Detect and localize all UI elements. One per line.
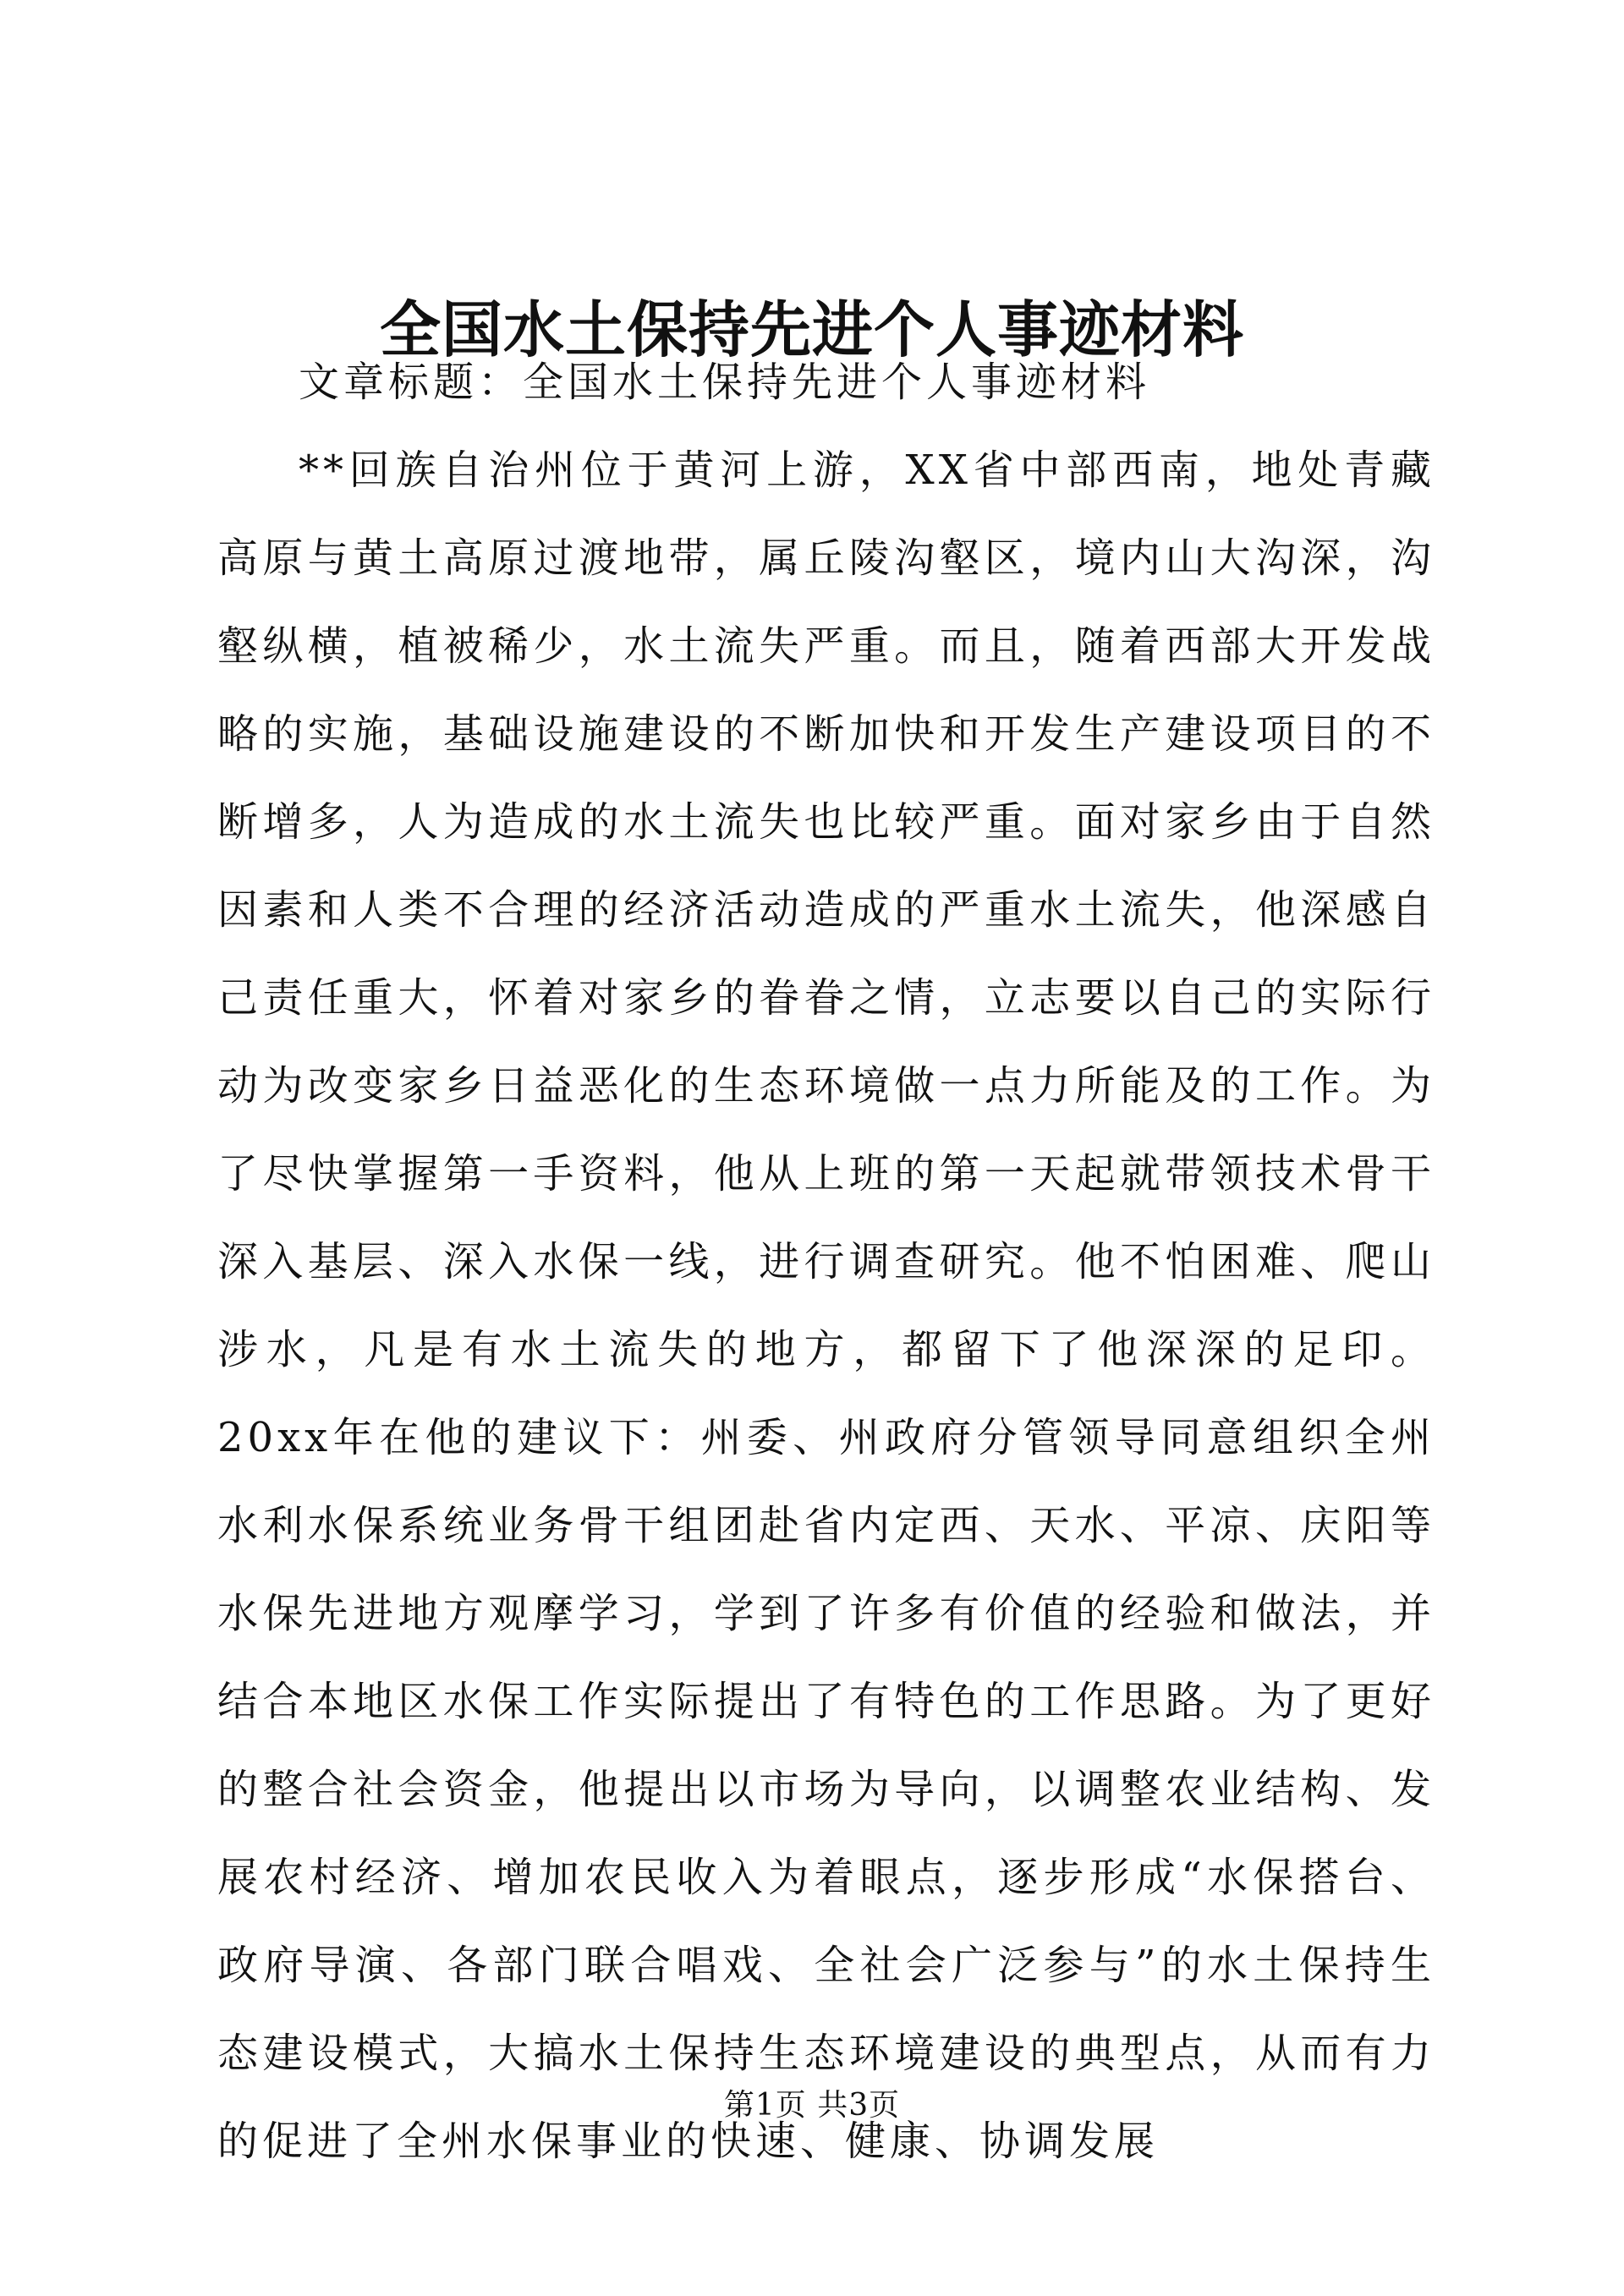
document-body xyxy=(217,338,1435,2185)
page-number-footer: 第1页 共3页 xyxy=(723,2088,901,2123)
document-title: 全国水土保持先进个人事迹材料 xyxy=(379,293,1244,365)
article-title-line: 文章标题：全国水土保持先进个人事迹材料 xyxy=(299,359,1151,406)
body-paragraph: **回族自治州位于黄河上游，XX省中部西南，地处青藏高原与黄土高原过渡地带，属丘陵沟壑区，境内山大沟深，沟壑纵横，植被稀少，水土流失严重。而且，随着西部大开发战略的实施，基础设施建设的不断加快和开发生产建设项目的不断增多，人为造成的水土流失也比较严重。面对家乡由于自然因素和人类不合理的经济活动造成的严重水土流失，他深感自己责任重大，怀着对家乡的眷眷之情，立志要以自己的实际行动为改变家乡日益恶化的生态环境做一点力所能及的工作。为了尽快掌握第一手资料，他从上班的第一天起就带领技术骨干深入基层、深入水保一线，进行调查研究。他不怕困难、爬山涉水，凡是有水土流失的地方，都留下了他深深的足印。20xx年在他的建议下：州委、州政府分管领导同意组织全州水利水保系统业务骨干组团赴省内定西、天水、平凉、庆阳等水保先进地方观摩学习，学到了许多有价值的经验和做法，并结合本地区水保工作实际提出了有特色的工作思路。为了更好的整合社会资金，他提出以市场为导向，以调整农业结构、发展农村经济、增加农民收入为着眼点，逐步形成“水保搭台、政府导演、各部门联合唱戏、全社会广泛参与”的水土保持生态建设模式，大搞水土保持生态环境建设的典型点，从而有力的促进了全州水保事业的快速、健康、协调发展 xyxy=(217,447,1435,2165)
